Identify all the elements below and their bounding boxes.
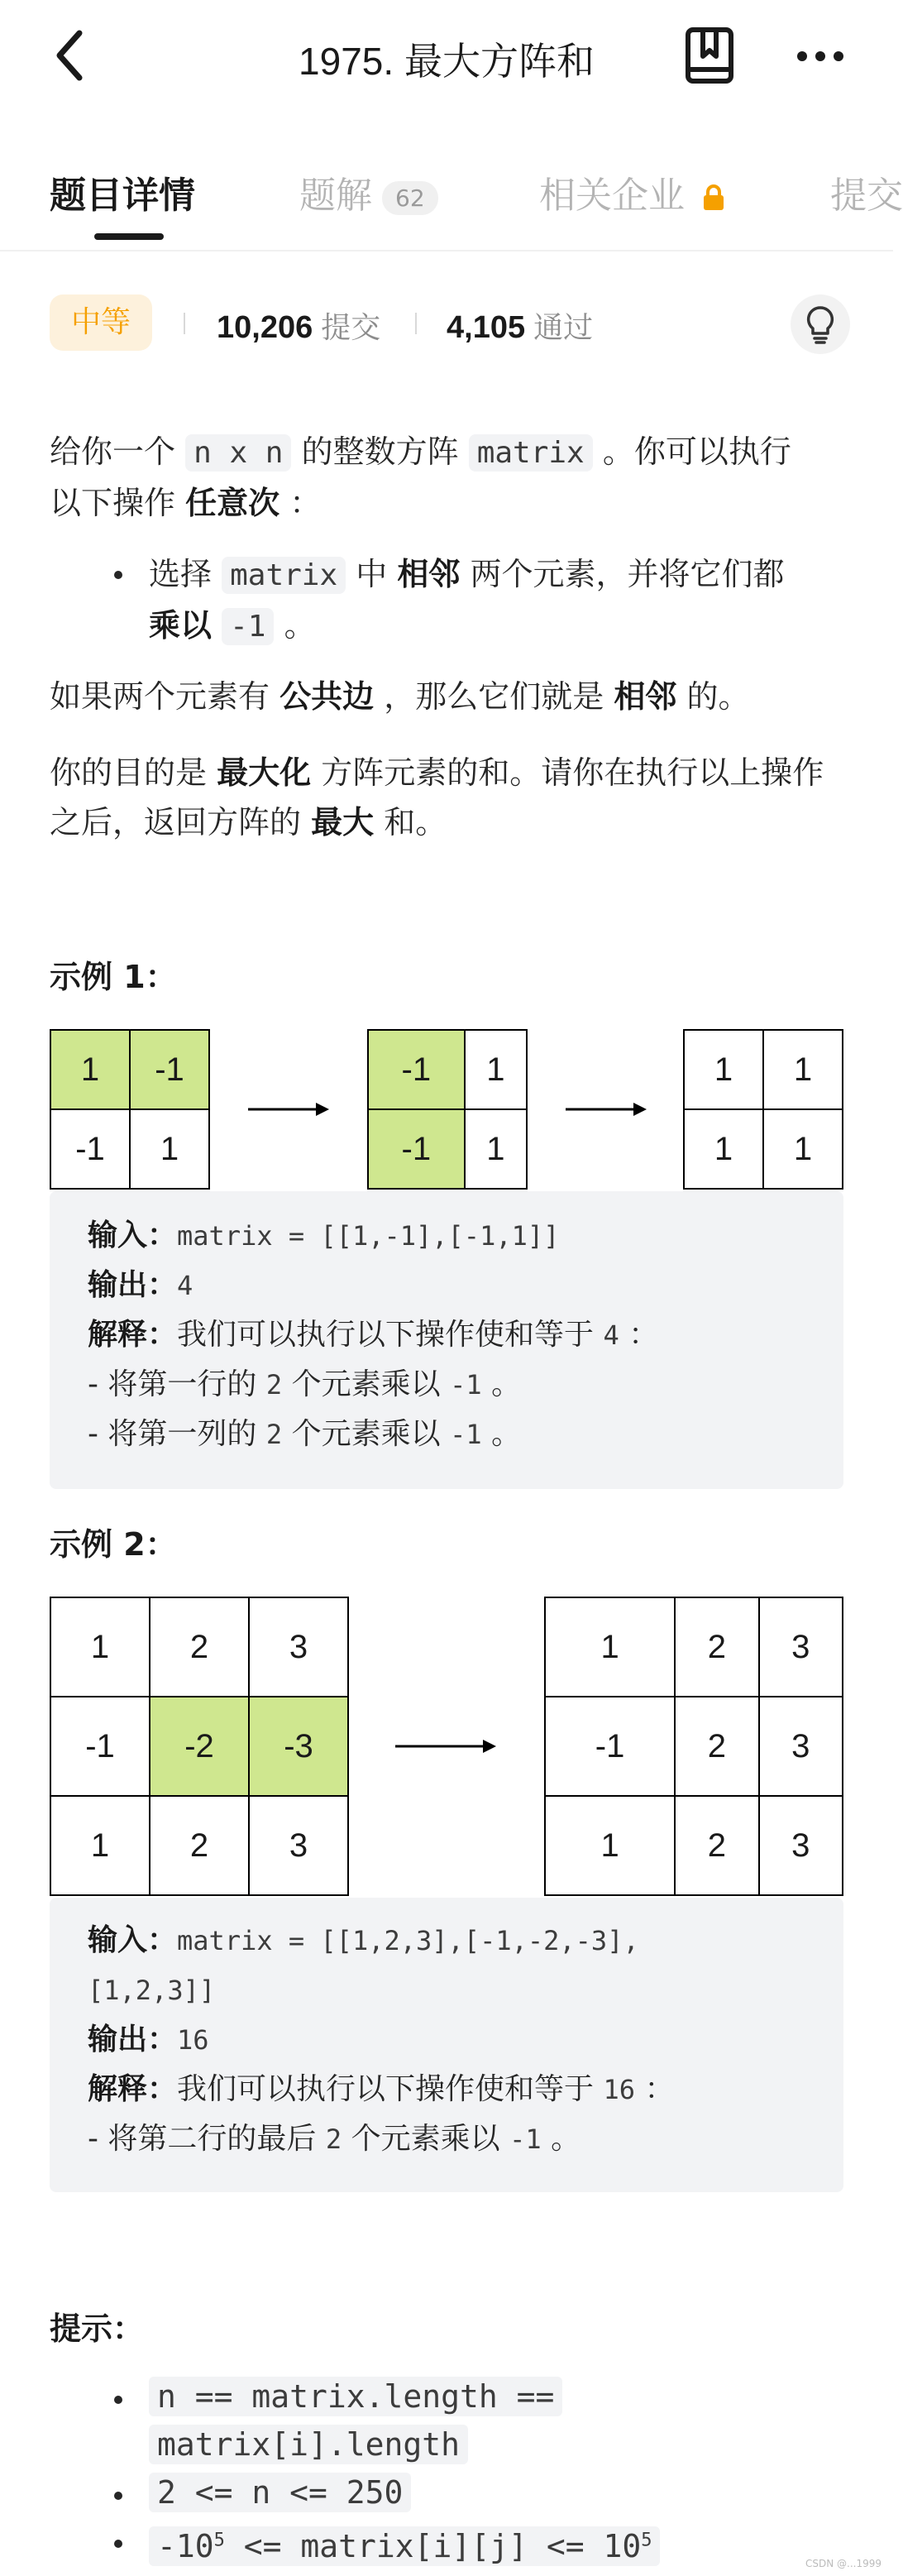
text: 。	[491, 1417, 522, 1451]
label: 输入：	[88, 1923, 178, 1957]
code-value: -1	[450, 1419, 482, 1450]
label: 解释：	[88, 1318, 178, 1352]
bold-text: 最大化	[217, 754, 312, 791]
example-2-explanation	[88, 2065, 674, 2114]
arrow-right-icon	[246, 1097, 332, 1122]
text: 以下操作	[50, 485, 176, 521]
label: 输出：	[88, 1268, 178, 1302]
hint-button[interactable]	[791, 294, 850, 354]
text: 如果两个元素有	[50, 678, 270, 715]
code-value: [1,2,3]]	[88, 1975, 216, 2006]
code-value: 2 <= n <= 250	[149, 2473, 411, 2512]
text: 和。	[384, 804, 447, 840]
example-2-title: 示例 2：	[50, 1526, 177, 1563]
grid-cell: 3	[759, 1597, 843, 1697]
inline-code: n x n	[185, 434, 291, 472]
example-1-grid-middle	[367, 1029, 528, 1190]
bullet	[114, 2396, 122, 2404]
superscript: 5	[213, 2530, 225, 2550]
label: 解释：	[88, 2072, 178, 2106]
grid-cell: 1	[465, 1109, 527, 1189]
code-value: 4	[177, 1270, 194, 1301]
code-value: 2	[265, 1369, 283, 1401]
text: 我们可以执行以下操作使和等于	[177, 1318, 595, 1352]
text: ，那么它们就是	[384, 678, 604, 715]
label: 输入：	[88, 1219, 178, 1252]
grid-cell: 3	[759, 1796, 843, 1895]
grid-cell: 1	[763, 1030, 843, 1109]
text: 之后，返回方阵的	[50, 804, 302, 840]
hint-3	[149, 2516, 660, 2570]
grid-cell: 1	[130, 1109, 209, 1189]
text: 。	[491, 1367, 522, 1401]
text: 。	[551, 2122, 581, 2156]
arrow-right-icon	[564, 1097, 650, 1122]
accepted-stat	[447, 304, 593, 347]
text: <= matrix[i][j] <= 10	[224, 2527, 642, 2564]
hint-2	[149, 2468, 411, 2516]
bold-text: 最大	[311, 804, 375, 840]
text: 的整数方阵	[301, 433, 459, 470]
tab-companies-label: 相关企业	[539, 175, 685, 217]
code-value: 2	[265, 1419, 283, 1450]
example-2-input-continued	[88, 1966, 215, 2015]
grid-cell: 3	[759, 1697, 843, 1796]
accepted-value: 4,105	[447, 310, 526, 345]
lightbulb-icon	[791, 294, 850, 354]
text: ：	[644, 2072, 675, 2106]
bullet	[114, 2540, 122, 2548]
grid-cell: 1	[684, 1109, 763, 1189]
text: 。	[284, 607, 316, 644]
grid-cell: 1	[50, 1030, 130, 1109]
grid-cell: 1	[545, 1597, 675, 1697]
bold-text: 公共边	[280, 678, 375, 715]
example-1-grid-before	[50, 1029, 210, 1190]
submissions-label: 提交	[321, 311, 381, 345]
text: ：	[289, 485, 322, 521]
grid-cell: 2	[150, 1597, 249, 1697]
page-title: 1975. 最大方阵和	[299, 40, 595, 83]
example-1-box	[50, 1191, 843, 1489]
grid-cell: -1	[130, 1030, 209, 1109]
inline-code: matrix	[222, 557, 346, 594]
text: 个元素乘以	[351, 2122, 500, 2156]
active-tab-indicator	[94, 233, 164, 240]
grid-cell: -1	[545, 1697, 675, 1796]
grid-cell: -1	[50, 1697, 150, 1796]
text: -10	[157, 2527, 214, 2564]
more-horizontal-icon	[794, 30, 847, 83]
text: - 将第一行的	[88, 1367, 257, 1401]
submissions-stat	[217, 304, 380, 347]
text: 选择	[149, 556, 213, 592]
tab-bar	[0, 149, 903, 240]
code-value: matrix = [[1,2,3],[-1,-2,-3],	[177, 1925, 639, 1956]
grid-cell: -2	[150, 1697, 249, 1796]
example-1-step-1	[88, 1360, 521, 1410]
text: 。你可以执行	[602, 433, 791, 470]
grid-cell: 1	[50, 1597, 150, 1697]
example-1-grid-after	[683, 1029, 843, 1190]
code-value	[149, 2526, 660, 2566]
difficulty-badge: 中等	[50, 294, 152, 351]
grid-cell: 2	[675, 1796, 758, 1895]
top-bar	[0, 0, 893, 116]
text: - 将第二行的最后	[88, 2122, 317, 2156]
grid-cell: 2	[150, 1796, 249, 1895]
divider	[0, 250, 893, 251]
example-2-input	[88, 1916, 639, 1966]
tab-description[interactable]: 题目详情	[50, 175, 195, 217]
example-1-step-2	[88, 1410, 521, 1459]
inline-code: -1	[222, 608, 274, 645]
book-icon	[683, 26, 736, 84]
example-1-explanation	[88, 1310, 658, 1360]
text: 你的目的是	[50, 754, 208, 791]
example-2-output	[88, 2015, 209, 2065]
grid-cell: 1	[50, 1796, 150, 1895]
grid-cell: 1	[545, 1796, 675, 1895]
example-2-grid-before	[50, 1597, 349, 1896]
grid-cell: 3	[249, 1597, 348, 1697]
grid-cell: 2	[675, 1597, 758, 1697]
code-value: -1	[509, 2124, 542, 2155]
grid-cell: -1	[368, 1109, 465, 1189]
bullet	[114, 571, 122, 579]
text: 中	[356, 556, 388, 592]
bold-text: 相邻	[397, 556, 461, 592]
separator	[184, 313, 185, 334]
more-button[interactable]	[794, 30, 847, 83]
grid-cell: -3	[249, 1697, 348, 1796]
text: 个元素乘以	[291, 1367, 441, 1401]
superscript: 5	[641, 2530, 652, 2550]
text: 的。	[686, 678, 750, 715]
description-paragraph-2	[50, 672, 843, 721]
book-button[interactable]	[683, 26, 736, 84]
submissions-value: 10,206	[217, 310, 313, 345]
stats-row	[50, 294, 860, 354]
grid-cell: 1	[763, 1109, 843, 1189]
grid-cell: 1	[684, 1030, 763, 1109]
tab-companies[interactable]	[539, 165, 726, 218]
text: - 将第一列的	[88, 1417, 257, 1451]
inline-code: matrix	[469, 434, 593, 472]
hint-1	[149, 2373, 562, 2468]
example-2-box	[50, 1898, 843, 2192]
separator	[415, 313, 417, 334]
label: 输出：	[88, 2023, 178, 2056]
hints-title: 提示：	[50, 2310, 145, 2347]
grid-cell: 1	[465, 1030, 527, 1109]
lock-icon	[701, 184, 726, 212]
text: 个元素乘以	[291, 1417, 441, 1451]
description-list-item	[149, 549, 843, 652]
text: 方阵元素的和。请你在执行以上操作	[321, 754, 824, 791]
grid-cell: -1	[50, 1109, 130, 1189]
text: 我们可以执行以下操作使和等于	[177, 2072, 595, 2106]
solutions-count-badge: 62	[382, 181, 438, 215]
code-value: 2	[325, 2124, 342, 2155]
text: ：	[628, 1318, 659, 1352]
code-value: -1	[450, 1369, 482, 1401]
bold-text: 任意次	[185, 485, 280, 521]
code-value: 4	[603, 1319, 619, 1351]
example-2-grid-after	[544, 1597, 843, 1896]
example-1-input	[88, 1211, 559, 1261]
bold-text: 相邻	[614, 678, 677, 715]
grid-cell: 3	[249, 1796, 348, 1895]
watermark: CSDN @...1999	[805, 2558, 882, 2569]
text: 给你一个	[50, 433, 176, 470]
tab-solutions-label: 题解	[299, 175, 372, 217]
code-value: 16	[603, 2074, 636, 2105]
arrow-right-icon	[394, 1734, 499, 1759]
bold-text: 乘以	[149, 607, 213, 644]
code-value: matrix = [[1,-1],[-1,1]]	[177, 1220, 560, 1252]
accepted-label: 通过	[533, 311, 594, 345]
text: 两个元素，并将它们都	[470, 556, 785, 592]
example-1-output	[88, 1261, 193, 1310]
bullet	[114, 2492, 122, 2500]
code-value: 16	[177, 2024, 209, 2056]
code-value: matrix[i].length	[149, 2425, 468, 2464]
grid-cell: 2	[675, 1697, 758, 1796]
description-paragraph-1	[50, 427, 843, 528]
tab-submissions[interactable]: 提交	[830, 175, 903, 217]
example-1-title: 示例 1：	[50, 959, 177, 995]
example-2-step-1	[88, 2114, 580, 2164]
tab-solutions[interactable]	[299, 165, 438, 218]
code-value: n == matrix.length ==	[149, 2377, 562, 2416]
grid-cell: -1	[368, 1030, 465, 1109]
description-paragraph-3	[50, 748, 843, 847]
